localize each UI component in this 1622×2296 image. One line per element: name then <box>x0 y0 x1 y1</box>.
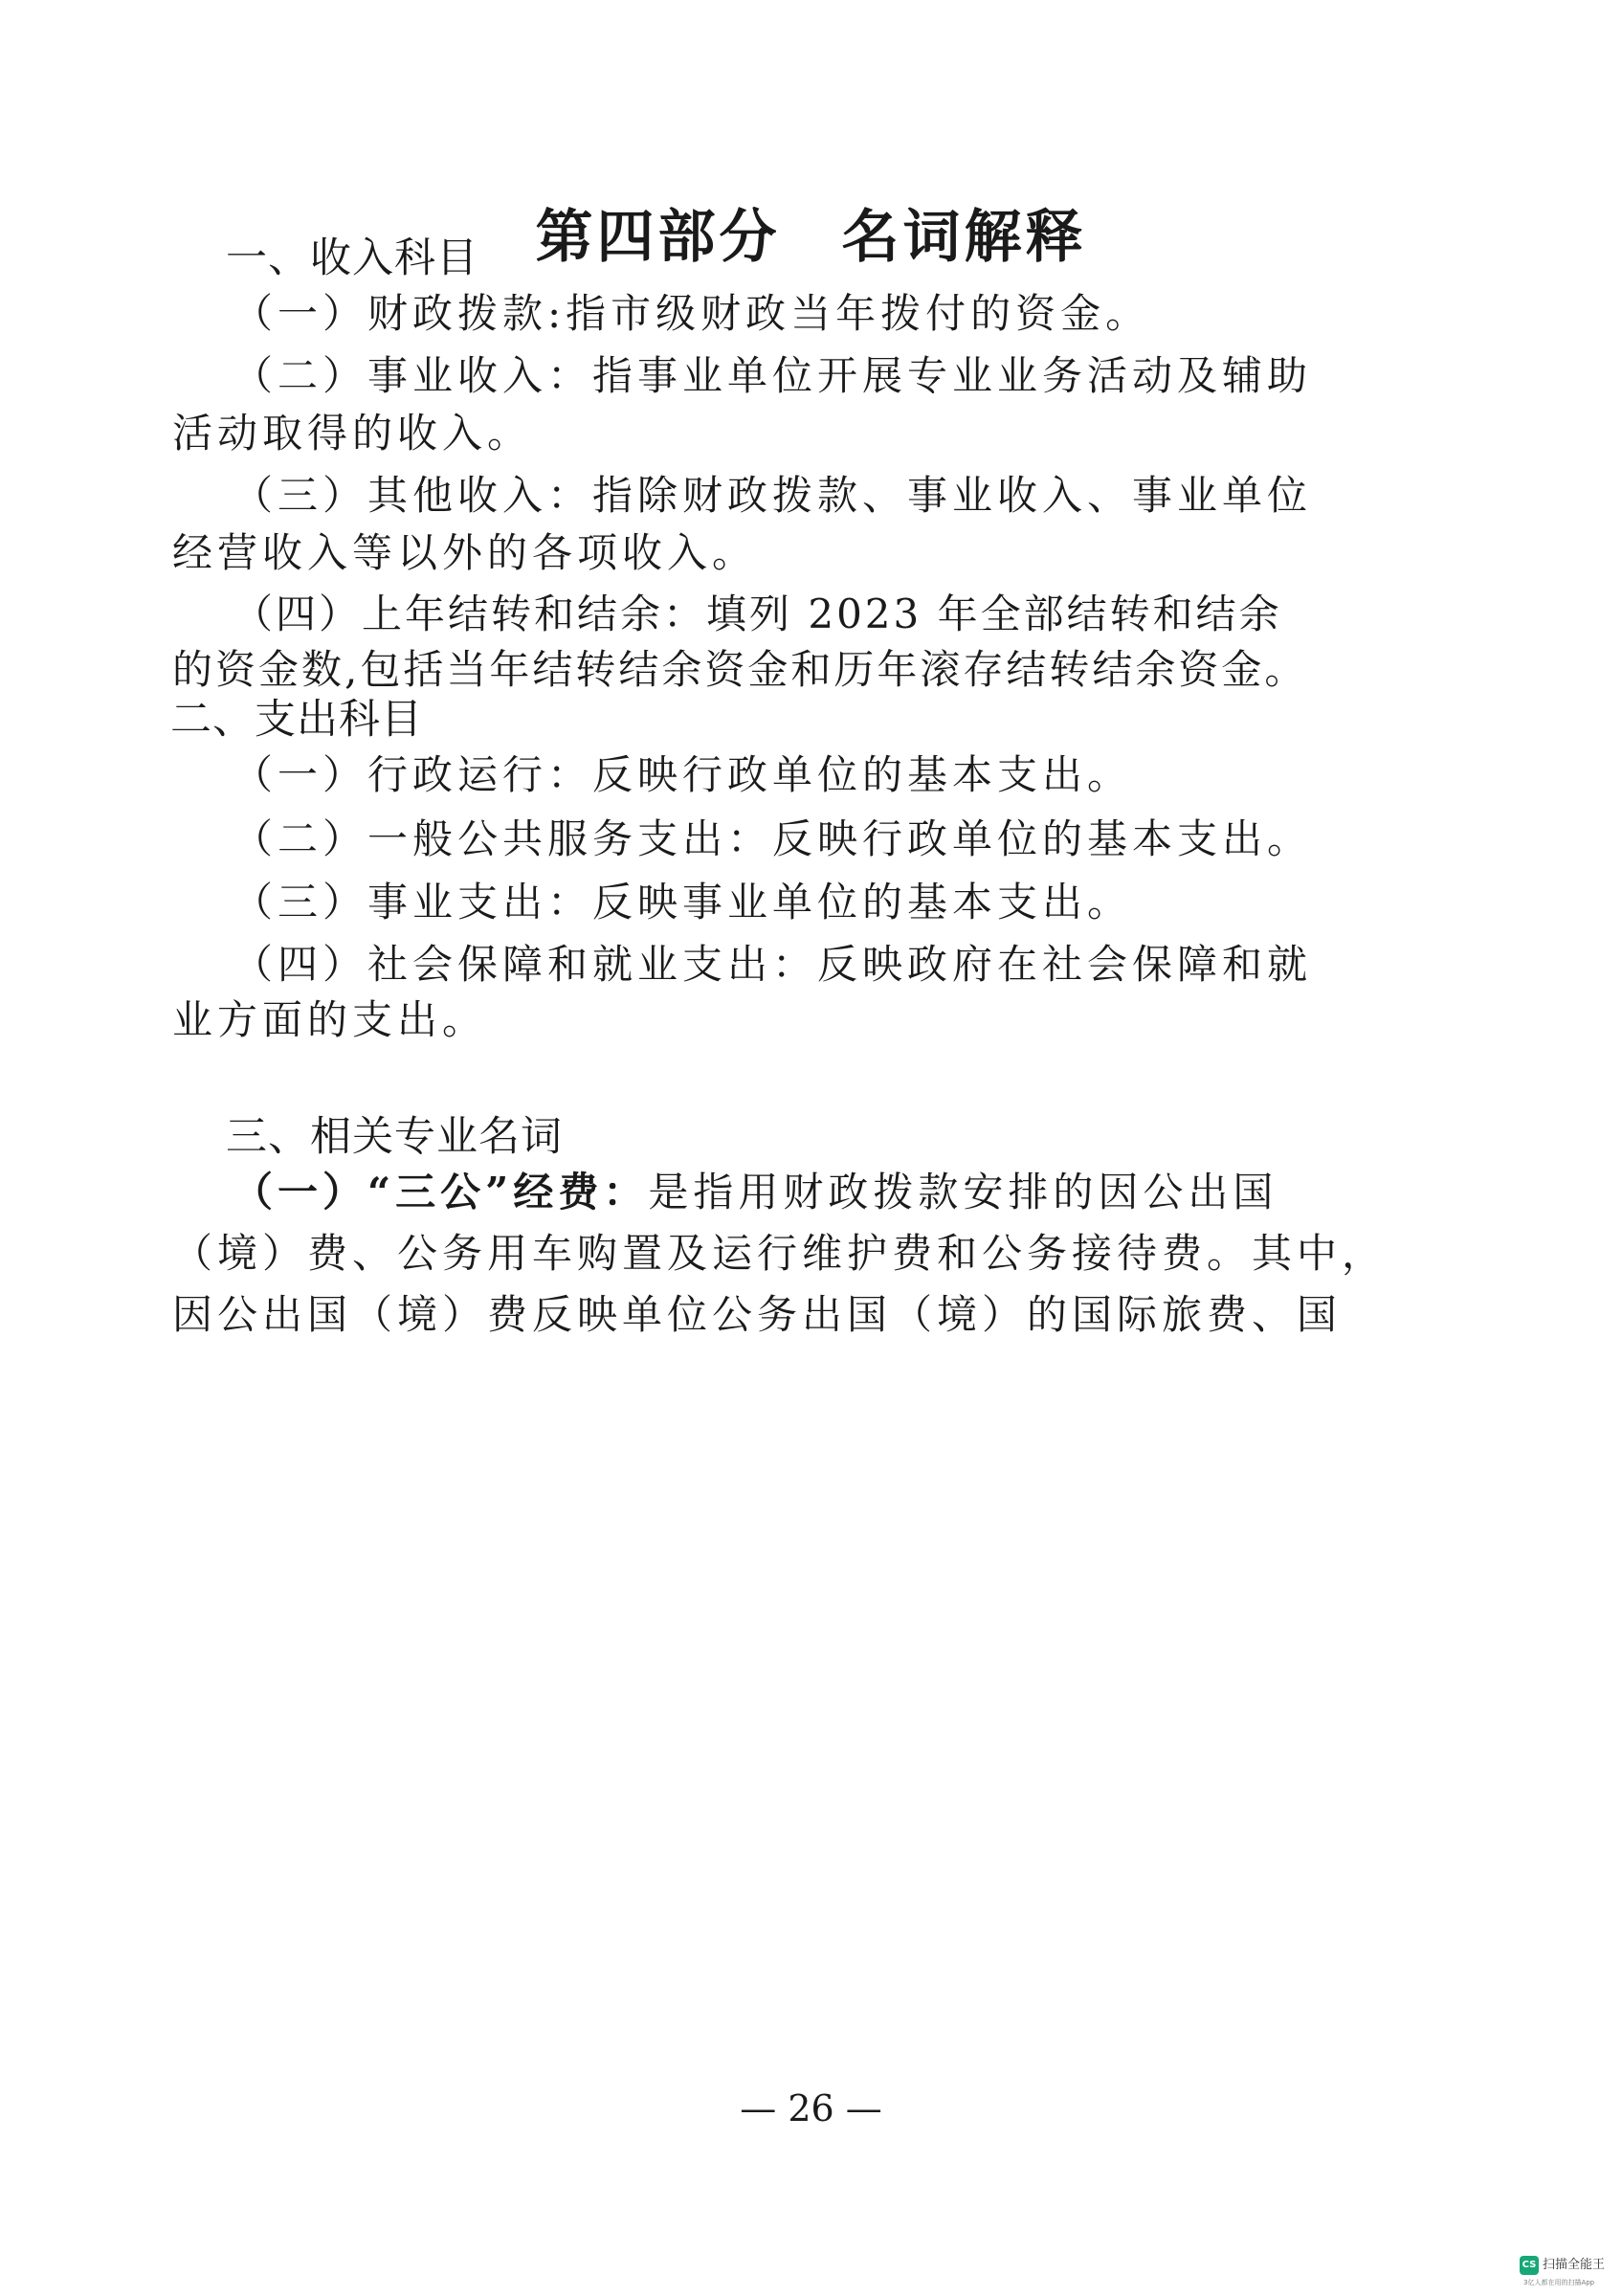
income-item-3: （三）其他收入：指除财政拨款、事业收入、事业单位 <box>233 472 1313 519</box>
terms-item-1-lead: （一）“三公”经费： <box>233 1169 649 1215</box>
camscanner-logo-icon: CS <box>1520 2256 1539 2275</box>
expense-item-4-cont: 业方面的支出。 <box>172 996 488 1043</box>
expense-item-1: （一）行政运行：反映行政单位的基本支出。 <box>233 751 1133 798</box>
income-item-2: （二）事业收入：指事业单位开展专业业务活动及辅助 <box>233 352 1313 399</box>
income-item-4-cont: 的资金数,包括当年结转结余资金和历年滚存结转结余资金。 <box>172 646 1308 693</box>
page-title: 第四部分 名词解释 <box>535 204 1087 271</box>
income-item-2-cont: 活动取得的收入。 <box>172 410 533 457</box>
income-item-4: （四）上年结转和结余：填列 2023 年全部结转和结余 <box>233 591 1282 637</box>
watermark-app-name: 扫描全能王 <box>1543 2258 1606 2272</box>
terms-item-1-line2: （境）费、公务用车购置及运行维护费和公务接待费。其中， <box>172 1230 1388 1277</box>
income-item-1: （一）财政拨款:指市级财政当年拨付的资金。 <box>233 290 1151 337</box>
section-heading-terms: 三、相关专业名词 <box>226 1113 563 1161</box>
income-item-3-cont: 经营收入等以外的各项收入。 <box>172 529 758 576</box>
section-heading-expense: 二、支出科目 <box>170 696 423 744</box>
expense-item-3: （三）事业支出：反映事业单位的基本支出。 <box>233 879 1133 925</box>
page-number: — 26 — <box>740 2087 882 2129</box>
terms-item-1 <box>233 1164 1278 1221</box>
watermark-tagline: 3亿人都在用的扫描App <box>1523 2279 1595 2286</box>
terms-item-1-line3: 因公出国（境）费反映单位公务出国（境）的国际旅费、国 <box>172 1291 1343 1338</box>
terms-item-1-text: 是指用财政拨款安排的因公出国 <box>648 1169 1278 1215</box>
expense-item-4: （四）社会保障和就业支出：反映政府在社会保障和就 <box>233 941 1313 988</box>
expense-item-2: （二）一般公共服务支出：反映行政单位的基本支出。 <box>233 815 1313 862</box>
section-heading-income: 一、收入科目 <box>226 234 478 282</box>
scanner-watermark <box>1520 2256 1615 2290</box>
